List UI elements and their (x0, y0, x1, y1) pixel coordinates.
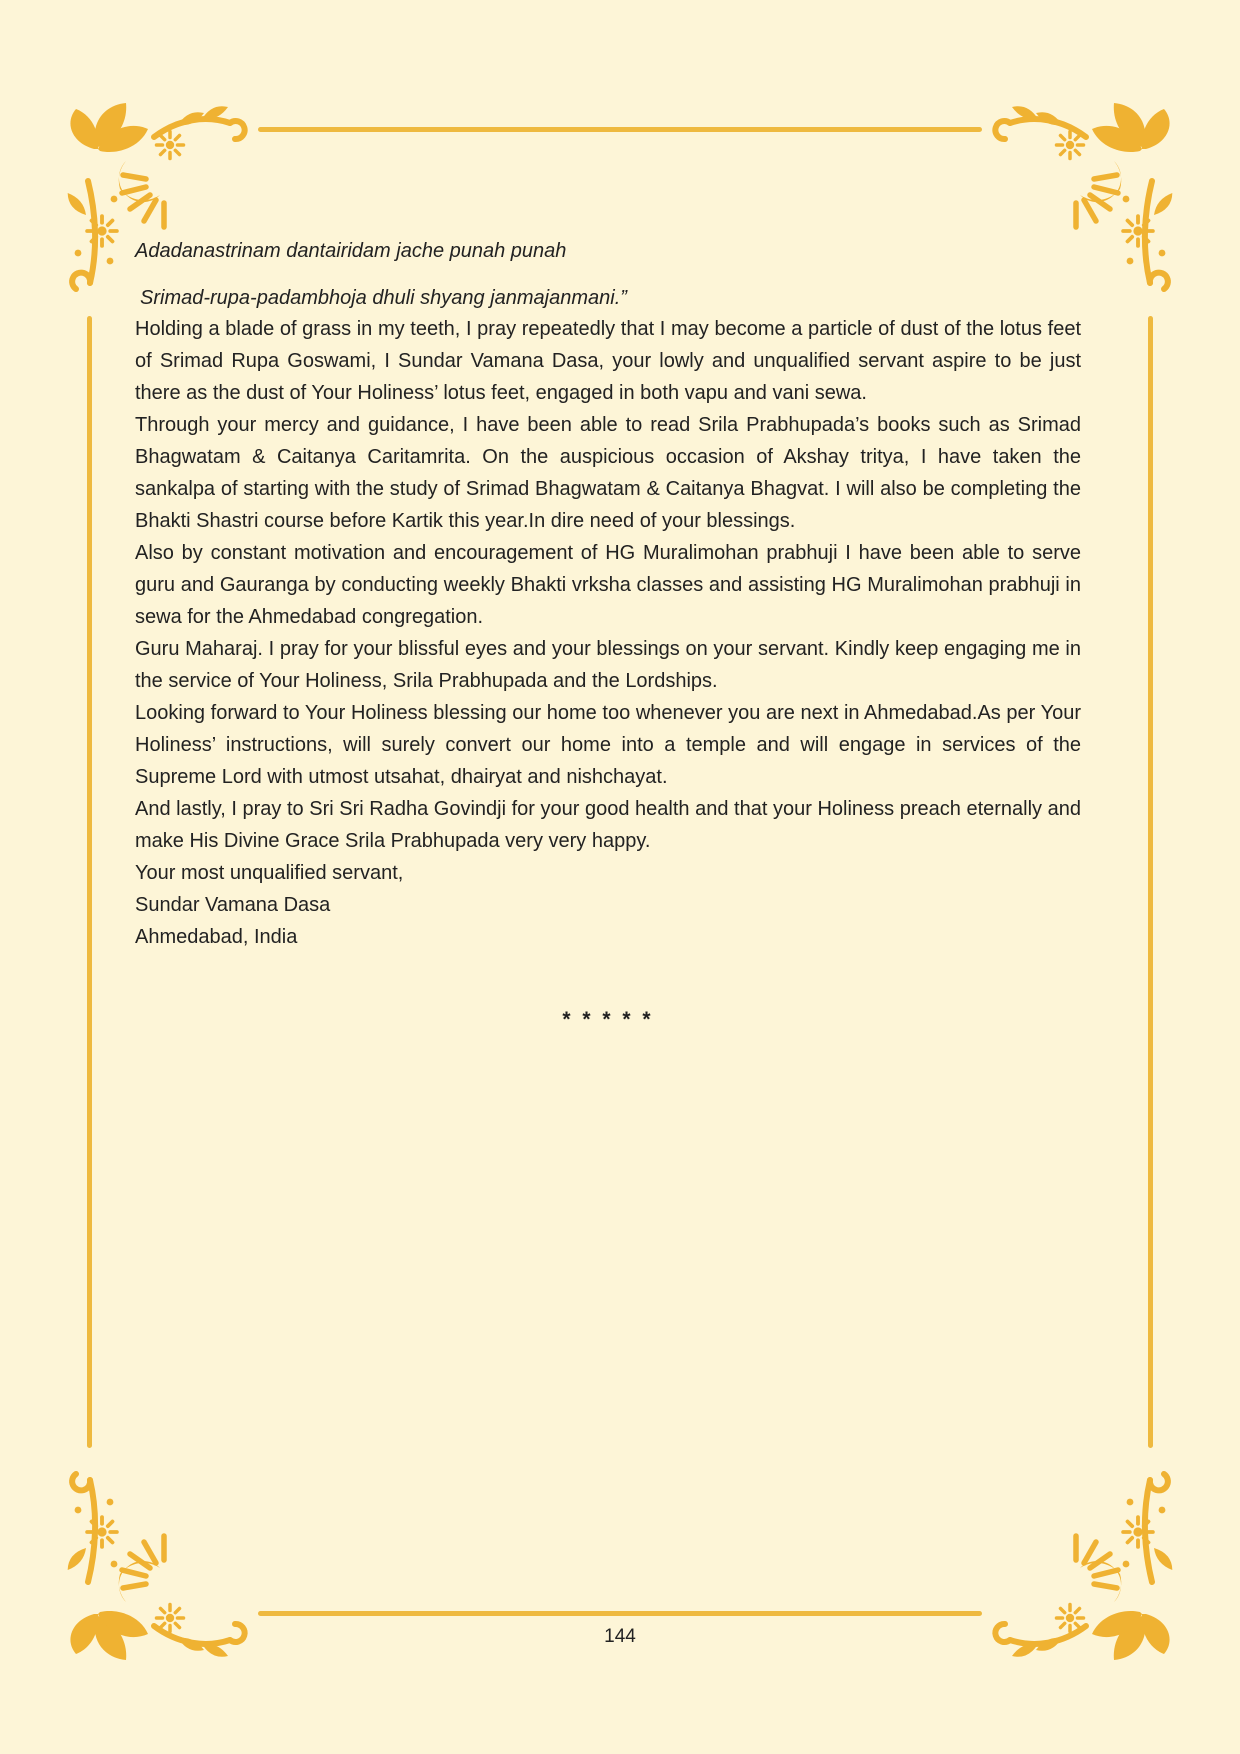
signature-name: Sundar Vamana Dasa (135, 894, 331, 916)
border-line-bottom (258, 1611, 982, 1616)
body-paragraph: Holding a blade of grass in my teeth, I pray repeatedly that I may become a particle of dust of the lotus feet of Srimad Rupa Goswami, I Sundar Vamana Dasa, your lowly and unqualified servant aspire to be just there as the dust of Your Holiness’ lotus feet, engaged in both vapu and vani sewa. (135, 318, 1081, 404)
body-paragraph: Through your mercy and guidance, I have been able to read Srila Prabhupada’s books such as Srimad Bhagwatam & Caitanya Caritamrita. On the auspicious occasion of Akshay tritya, I have taken the sankalpa of starting with the study of Srimad Bhagwatam & Caitanya Bhagvat. I will also be completing the Bhakti Shastri course before Kartik this year.In dire need of your blessings. (135, 414, 1081, 532)
border-line-right (1148, 316, 1153, 1448)
border-line-top (258, 127, 982, 132)
verse-line-1: Adadanastrinam dantairidam jache punah punah (135, 240, 567, 262)
verse-line-2: Srimad-rupa-padambhoja dhuli shyang janmajanmani.” (140, 287, 627, 309)
section-separator: * * * * * (562, 1008, 654, 1031)
page-number: 144 (604, 1626, 636, 1647)
signature-closing: Your most unqualified servant, (135, 862, 404, 884)
body-paragraph: Guru Maharaj. I pray for your blissful eyes and your blessings on your servant. Kindly keep engaging me in the service of Your Holiness, Srila Prabhupada and the Lordships. (135, 638, 1081, 692)
signature-location: Ahmedabad, India (135, 926, 298, 948)
body-paragraph: Also by constant motivation and encouragement of HG Muralimohan prabhuji I have been able to serve guru and Gauranga by conducting weekly Bhakti vrksha classes and assisting HG Muralimohan prabhuji in sewa for the Ahmedabad congregation. (135, 542, 1081, 628)
border-line-left (87, 316, 92, 1448)
body-paragraph: Looking forward to Your Holiness blessing our home too whenever you are next in Ahmedabad.As per Your Holiness’ instructions, will surely convert our home into a temple and will engage in services of the Supreme Lord with utmost utsahat, dhairyat and nishchayat. (135, 702, 1081, 788)
letter-body (135, 236, 1081, 1032)
body-paragraph: And lastly, I pray to Sri Sri Radha Govindji for your good health and that your Holiness preach eternally and make His Divine Grace Srila Prabhupada very very happy. (135, 798, 1081, 852)
